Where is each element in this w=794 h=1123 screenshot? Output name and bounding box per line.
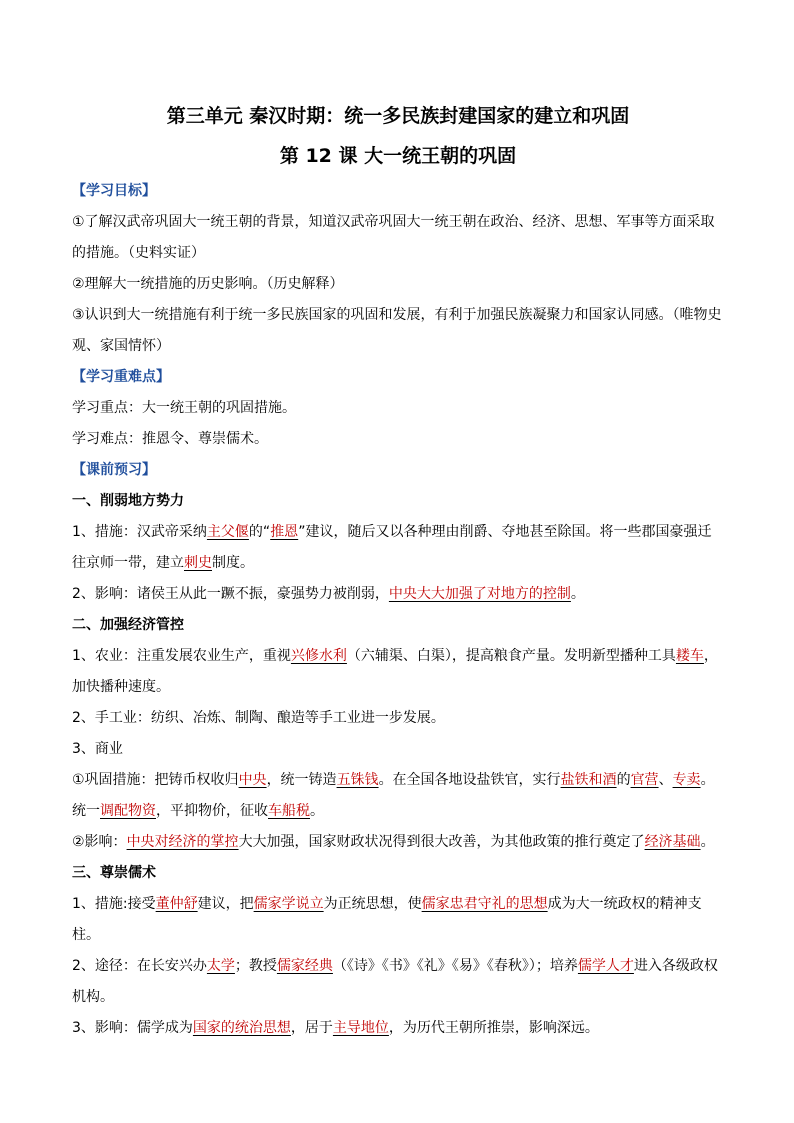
- text: 1、措施:接受: [72, 896, 156, 912]
- answer-blank: 太学: [206, 958, 235, 974]
- preview-label: 【课前预习】: [72, 462, 156, 478]
- text: 2、影响：诸侯王从此一蹶不振，豪强势力被削弱，: [72, 586, 389, 602]
- answer-blank: 兴修水利: [290, 648, 347, 664]
- answer-blank: 主父偃: [206, 524, 249, 540]
- s1-impact: [72, 579, 724, 610]
- answer-blank: 专卖: [672, 772, 701, 788]
- answer-blank: 耧车: [675, 648, 704, 664]
- answer-blank: 五铢钱: [336, 772, 379, 788]
- key-difficulty: 学习难点：推恩令、尊崇儒术。: [72, 431, 268, 447]
- text: 进入各级政权机构。: [72, 958, 718, 1005]
- text: ，为历代王朝所推崇，影响深远。: [388, 1020, 599, 1036]
- text: ，平抑物价，征收: [156, 803, 268, 819]
- text: 1、措施：汉武帝采纳: [72, 524, 207, 540]
- text: 。在全国各地设盐铁官，实行: [378, 772, 561, 788]
- text: 大大加强，国家财政状况得到很大改善，为其他政策的推行奠定了: [238, 834, 645, 850]
- text: 的“: [248, 524, 271, 540]
- s2-agriculture: [72, 641, 724, 703]
- answer-blank: 儒学人才: [577, 958, 634, 974]
- s2-commerce: 3、商业: [72, 741, 123, 757]
- goal-3: ③认识到大一统措施有利于统一多民族国家的巩固和发展，有利于加强民族凝聚力和国家认同感。（唯物史观、家国情怀）: [72, 307, 722, 354]
- s3-impact: [72, 1013, 724, 1044]
- answer-blank: 主导地位: [332, 1020, 389, 1036]
- text: 、: [658, 772, 673, 788]
- text: 。: [700, 834, 715, 850]
- text: ，统一铸造: [266, 772, 337, 788]
- s3-channels: [72, 951, 724, 1013]
- text: 2、途径：在长安兴办: [72, 958, 207, 974]
- answer-blank: 推恩: [270, 524, 299, 540]
- goals-label: 【学习目标】: [72, 183, 156, 199]
- text: 为正统思想，使: [323, 896, 422, 912]
- text: 。: [570, 586, 585, 602]
- text: ①巩固措施：把铸币权收归: [72, 772, 239, 788]
- lesson-title: 第 12 课 大一统王朝的巩固: [279, 145, 517, 167]
- document-page: [72, 96, 724, 1044]
- answer-blank: 儒家忠君守礼的思想: [421, 896, 548, 912]
- s3-measures: [72, 889, 724, 951]
- answer-blank: 盐铁和酒: [560, 772, 617, 788]
- answer-blank: 中央: [238, 772, 267, 788]
- answer-blank: 经济基础: [644, 834, 701, 850]
- text: 建议，把: [197, 896, 254, 912]
- s2-commerce-measures: [72, 765, 724, 827]
- answer-blank: 董仲舒: [155, 896, 198, 912]
- answer-blank: 中央对经济的掌控: [126, 834, 239, 850]
- answer-blank: 车船税: [268, 803, 310, 819]
- answer-blank: 调配物资: [100, 803, 156, 819]
- s2-commerce-impact: [72, 827, 724, 858]
- answer-blank: 儒家经典: [276, 958, 333, 974]
- text: （《诗》《书》《礼》《易》《春秋》）；培养: [332, 958, 578, 974]
- section-1-heading: 一、削弱地方势力: [72, 493, 184, 509]
- text: 。统一: [72, 772, 715, 819]
- text: 的: [616, 772, 631, 788]
- text: 3、影响：儒学成为: [72, 1020, 193, 1036]
- text: 制度。: [212, 555, 254, 571]
- text: ，居于: [290, 1020, 333, 1036]
- goal-2: ②理解大一统措施的历史影响。（历史解释）: [72, 276, 344, 292]
- text: （六辅渠、白渠），提高粮食产量。发明新型播种工具: [346, 648, 676, 664]
- unit-title: 第三单元 秦汉时期：统一多民族封建国家的建立和巩固: [166, 105, 630, 127]
- section-2-heading: 二、加强经济管控: [72, 617, 184, 633]
- text: 1、农业：注重发展农业生产，重视: [72, 648, 291, 664]
- answer-blank: 刺史: [184, 555, 212, 571]
- text: ；教授: [234, 958, 277, 974]
- s2-handicraft: 2、手工业：纺织、冶炼、制陶、酿造等手工业进一步发展。: [72, 710, 445, 726]
- keypoints-label: 【学习重难点】: [72, 369, 170, 385]
- text: 。: [310, 803, 324, 819]
- s1-measures: [72, 517, 724, 579]
- text: ②影响：: [72, 834, 127, 850]
- text: ”建议，随后又以各种理由削爵、夺地甚至除国。将一些郡国豪强迁往京师一带，建立: [72, 524, 712, 571]
- section-3-heading: 三、尊崇儒术: [72, 865, 156, 881]
- answer-blank: 国家的统治思想: [192, 1020, 291, 1036]
- answer-blank: 中央大大加强了对地方的控制: [388, 586, 571, 602]
- text: ，加快播种速度。: [72, 648, 718, 695]
- key-focus: 学习重点：大一统王朝的巩固措施。: [72, 400, 296, 416]
- answer-blank: 儒家学说立: [253, 896, 324, 912]
- text: 成为大一统政权的精神支柱。: [72, 896, 702, 943]
- goal-1: ①了解汉武帝巩固大一统王朝的背景，知道汉武帝巩固大一统王朝在政治、经济、思想、军事等方面采取的措施。（史料实证）: [72, 214, 715, 261]
- answer-blank: 官营: [630, 772, 659, 788]
